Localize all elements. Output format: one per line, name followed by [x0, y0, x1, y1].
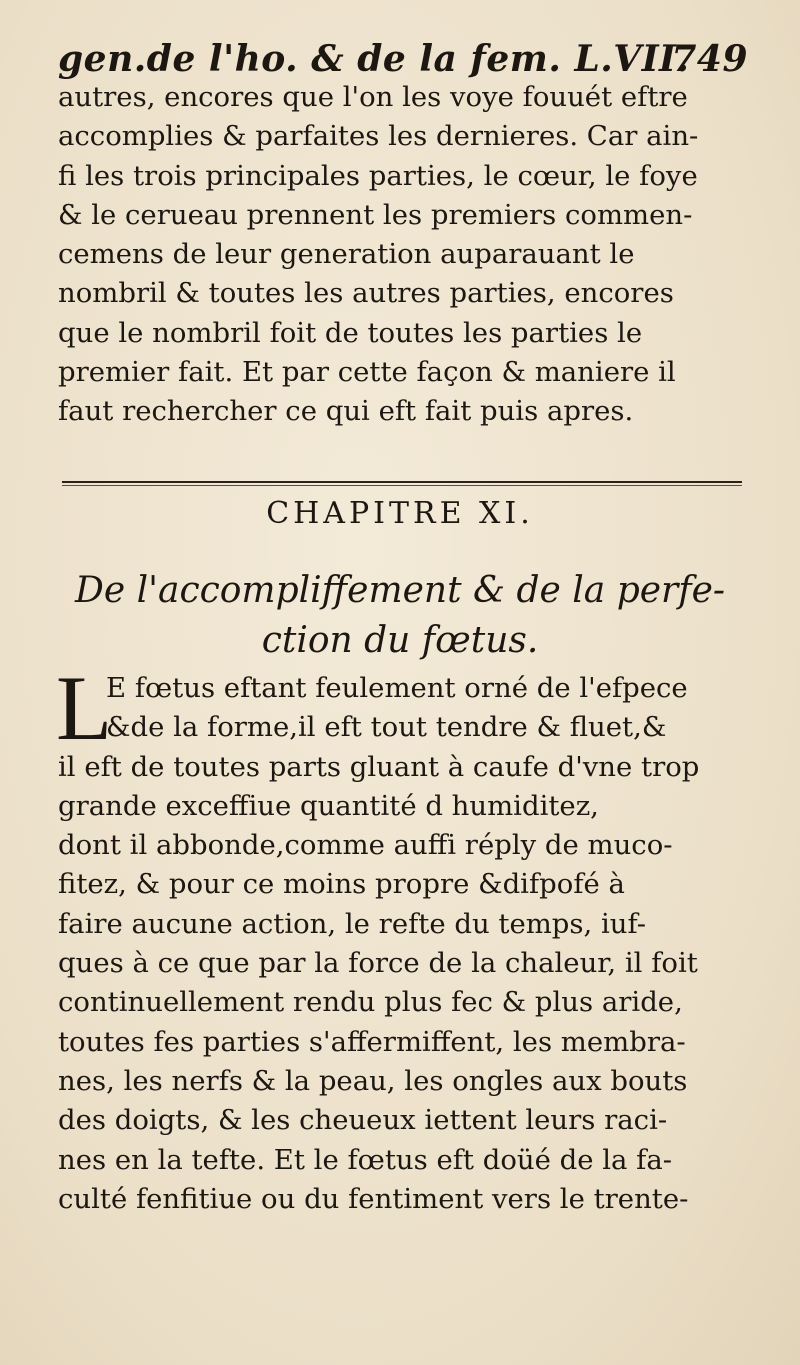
text-line: fitez, & pour ce moins propre &difpofé à — [58, 868, 625, 901]
text-line: culté fenfitiue ou du fentiment vers le trente- — [58, 1182, 689, 1215]
text-line: cemens de leur generation auparauant le — [58, 238, 635, 271]
chapter-title-line: De l'accompliffement & de la perfe- — [74, 570, 726, 611]
drop-cap-initial: L — [56, 657, 113, 759]
text-line: &de la forme,il eft tout tendre & fluet,& — [106, 711, 667, 744]
text-line: nes, les nerfs & la peau, les ongles aux bouts — [58, 1064, 688, 1097]
text-line: nombril & toutes les autres parties, encores — [58, 277, 674, 310]
section-divider-rule-thin — [62, 485, 742, 486]
text-line: E fœtus eftant feulement orné de l'efpece — [106, 672, 688, 704]
text-line: faut rechercher ce qui eft fait puis apres. — [58, 395, 634, 428]
text-line: accomplies & parfaites les dernieres. Car ain- — [58, 120, 699, 153]
text-line: dont il abbonde,comme auffi réply de muco- — [58, 829, 673, 862]
text-line: des doigts, & les cheueux iettent leurs raci- — [58, 1104, 668, 1137]
text-line: & le cerueau prennent les premiers commen- — [58, 198, 693, 231]
chapter-title-line: ction du fœtus. — [261, 620, 539, 661]
text-line: fi les trois principales parties, le cœur, le foye — [58, 159, 698, 192]
text-line: continuellement rendu plus fec & plus aride, — [58, 986, 683, 1019]
text-line: autres, encores que l'on les voye fouuét eftre — [58, 81, 688, 113]
running-head — [58, 38, 748, 80]
chapter-heading: CHAPITRE XI. — [266, 496, 534, 531]
section-divider-rule — [62, 481, 742, 483]
text-line: ques à ce que par la force de la chaleur, il foit — [58, 947, 698, 980]
text-line: nes en la tefte. Et le fœtus eft doüé de la fa- — [58, 1143, 673, 1176]
chapter-title — [0, 566, 800, 666]
text-line: grande exceffiue quantité d humiditez, — [58, 789, 599, 822]
paragraph-chapter-body — [58, 669, 763, 1219]
page-number: 749 — [671, 38, 748, 80]
text-line: toutes fes parties s'affermiffent, les membra- — [58, 1025, 686, 1058]
text-line: premier fait. Et par cette façon & maniere il — [58, 356, 676, 389]
text-line: faire aucune action, le refte du temps, iuf- — [58, 907, 647, 940]
paragraph-continued — [58, 78, 763, 432]
running-head-title: gen.de l'ho. & de la fem. L.VII. — [58, 38, 690, 80]
text-line: que le nombril foit de toutes les parties le — [58, 316, 643, 349]
text-line: il eft de toutes parts gluant à caufe d'vne trop — [58, 750, 700, 783]
